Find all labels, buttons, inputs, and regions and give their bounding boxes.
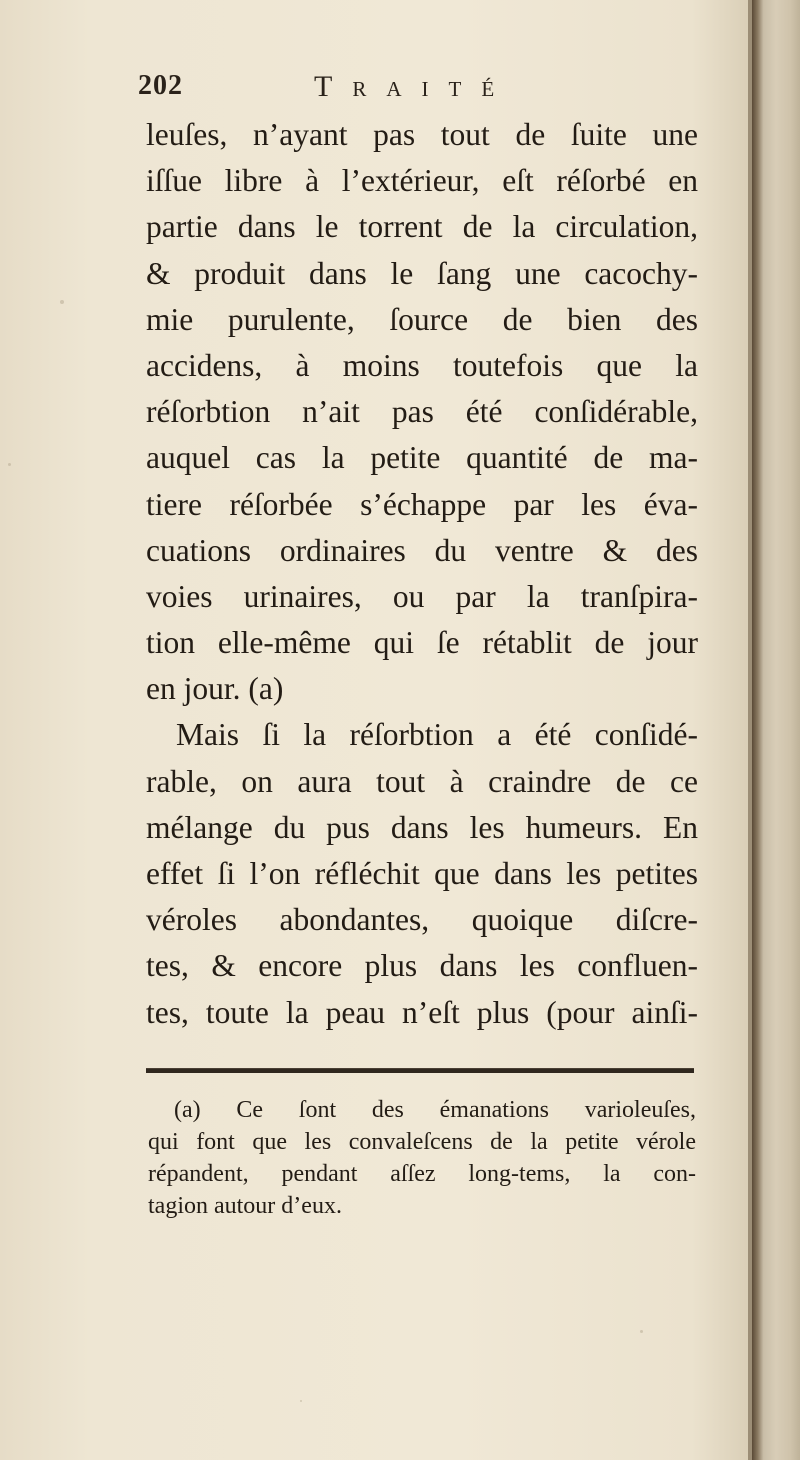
paragraph-start-line: Mais ſi la réſorbtion a été conſidé- [176, 717, 698, 753]
text-line: voies urinaires, ou par la tranſpira- [146, 578, 698, 614]
text-line: rable, on aura tout à craindre de ce [146, 763, 698, 799]
text-line: tiere réſorbée s’échappe par les éva- [146, 486, 698, 522]
page-header [138, 70, 698, 110]
book-spine [752, 0, 800, 1460]
text-line: réſorbtion n’ait pas été conſidérable, [146, 394, 698, 430]
paper-speck [640, 1330, 643, 1333]
text-line: effet ſi l’on réfléchit que dans les petites [146, 856, 698, 891]
text-line: tes, toute la peau n’eſt plus (pour ainſi- [146, 994, 698, 1030]
footnote-line: tagion autour d’eux. [148, 1193, 342, 1219]
paper-speck [300, 1400, 302, 1402]
main-text [146, 112, 698, 1036]
text-line: iſſue libre à l’extérieur, eſt réſorbé en [146, 163, 698, 199]
text-line: auquel cas la petite quantité de ma- [146, 440, 698, 476]
text-line: partie dans le torrent de la circulation, [146, 209, 698, 245]
text-line: tes, & encore plus dans les confluen- [146, 948, 698, 984]
page-number: 202 [138, 70, 183, 101]
paper-speck [60, 300, 64, 304]
text-line: mélange du pus dans les humeurs. En [146, 809, 698, 845]
footnote-line: (a) Ce ſont des émanations varioleuſes, [174, 1097, 696, 1123]
text-line: & produit dans le ſang une cacochy- [146, 255, 698, 291]
paper-speck [8, 463, 11, 466]
text-line: leuſes, n’ayant pas tout de ſuite une [146, 117, 698, 152]
running-title: Traité [314, 70, 515, 103]
text-line: cuations ordinaires du ventre & des [146, 532, 698, 568]
text-line: véroles abondantes, quoique diſcre- [146, 902, 698, 938]
footnote [148, 1094, 696, 1222]
footnote-divider [146, 1068, 694, 1073]
text-line: tion elle-même qui ſe rétablit de jour [146, 625, 698, 661]
text-line: mie purulente, ſource de bien des [146, 301, 698, 337]
footnote-line: qui font que les convaleſcens de la petite vérole [148, 1129, 696, 1155]
text-line: en jour. (a) [146, 671, 284, 707]
text-line: accidens, à moins toutefois que la [146, 347, 698, 383]
footnote-line: répandent, pendant aſſez long-tems, la con- [148, 1161, 696, 1187]
